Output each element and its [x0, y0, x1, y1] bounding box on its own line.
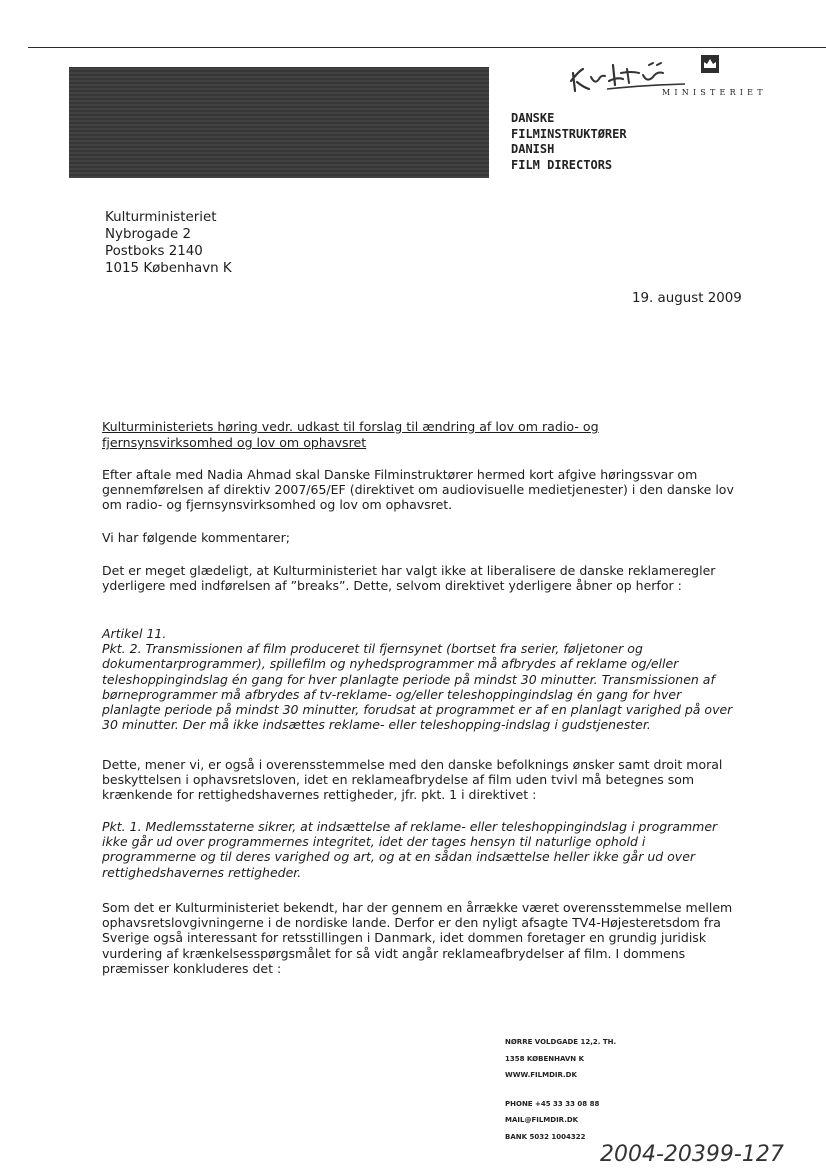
- footer-bank: BANK 5032 1004322: [505, 1132, 586, 1141]
- footer-contact: [505, 1034, 616, 1145]
- paragraph: Dette, mener vi, er også i overensstemmelse med den danske befolknings ønsker samt droit moral beskyttelsen i ophavsretsloven, idet en reklameafbrydelse af film uden tvivl må betegnes som krænkende for rettighedshavernes rettigheder, jfr. pkt. 1 i direktivet :: [102, 757, 723, 803]
- article-heading: Artikel 11.: [102, 626, 167, 641]
- recipient-line: 1015 København K: [105, 261, 232, 276]
- subject-line: Kulturministeriets høring vedr. udkast til forslag til ændring af lov om radio- og fjernsynsvirksomhed og lov om ophavsret: [102, 419, 599, 450]
- sender-block: [511, 111, 627, 173]
- recipient-line: Kulturministeriet: [105, 210, 217, 225]
- quoted-paragraph: Pkt. 1. Medlemsstaterne sikrer, at indsættelse af reklame- eller teleshoppingindslag i programmer ikke går ud over programmernes integritet, idet der tages hensyn til naturlige ophold i programmerne og til deres varighed og art, og at en sådan indsættelse heller ikke går ud over rettighedshavernes rettigheder.: [102, 819, 718, 880]
- footer-address-line: 1358 KØBENHAVN K: [505, 1054, 585, 1063]
- sender-line: DANISH: [511, 142, 555, 156]
- sender-line: DANSKE: [511, 111, 555, 125]
- handwritten-reference-text: 2004-20399-127: [600, 1142, 784, 1167]
- recipient-address: [105, 209, 232, 277]
- sender-line: FILM DIRECTORS: [511, 157, 613, 172]
- recipient-line: Nybrogade 2: [105, 227, 192, 242]
- footer-website: WWW.FILMDIR.DK: [505, 1071, 577, 1079]
- sender-line: FILMINSTRUKTØRER: [511, 126, 627, 141]
- top-rule: [28, 47, 826, 48]
- paragraph: Vi har følgende kommentarer;: [102, 530, 290, 545]
- footer-address-line: NØRRE VOLDGADE 12,2. TH.: [505, 1038, 617, 1046]
- handwritten-reference: [600, 1133, 800, 1169]
- handwritten-reference-icon: [600, 1133, 800, 1169]
- paragraph: Det er meget glædeligt, at Kulturministeriet har valgt ikke at liberalisere de danske reklameregler yderligere med indførelsen af ”breaks”. Dette, selvom direktivet yderligere åbner op herfor :: [102, 563, 716, 594]
- recipient-line: Postboks 2140: [105, 244, 203, 259]
- ministry-label: MINISTERIET: [662, 88, 767, 97]
- paragraph: Efter aftale med Nadia Ahmad skal Danske Filminstruktører hermed kort afgive høringssvar om gennemførelsen af direktiv 2007/65/EF (direktivet om audiovisuelle medietjenester) i den danske lov om radio- og fjernsynsvirksomhed og lov om ophavsret.: [102, 467, 734, 513]
- paragraph: Som det er Kulturministeriet bekendt, har der gennem en årrække været overensstemmelse mellem ophavsretslovgivningerne i de nordiske lande. Derfor er den nyligt afsagte TV4-Højesteretsdom fra Sverige også interessant for retsstillingen i Danmark, idet dommen foretager en grundig juridisk vurdering af krænkelsesspørgsmålet for så vidt angår reklameafbrydelser af film. I dommens præmisser konkluderes det :: [102, 900, 733, 976]
- footer-email: MAIL@FILMDIR.DK: [505, 1116, 579, 1124]
- footer-phone: PHONE +45 33 33 08 88: [505, 1099, 600, 1108]
- redacted-block: [69, 67, 489, 178]
- quoted-article: [102, 626, 742, 732]
- article-text: Pkt. 2. Transmissionen af film produceret til fjernsynet (bortset fra serier, føljetoner og dokumentarprogrammer), spillefilm og nyhedsprogrammer må afbrydes af reklame og/eller teleshoppingindslag én gang for hver planlagte periode på mindst 30 minutter. Transmissionen af børneprogrammer må afbrydes af tv-reklame- og/eller teleshoppingindslag én gang for hver planlagte periode på mindst 30 minutter, forudsat at programmet er af en planlagt varighed på over 30 minutter. Der må ikke indsættes reklame- eller teleshopping-indslag i gudstjenester.: [102, 641, 733, 733]
- footer-gap: [505, 1084, 616, 1096]
- letter-date: 19. august 2009: [632, 291, 742, 306]
